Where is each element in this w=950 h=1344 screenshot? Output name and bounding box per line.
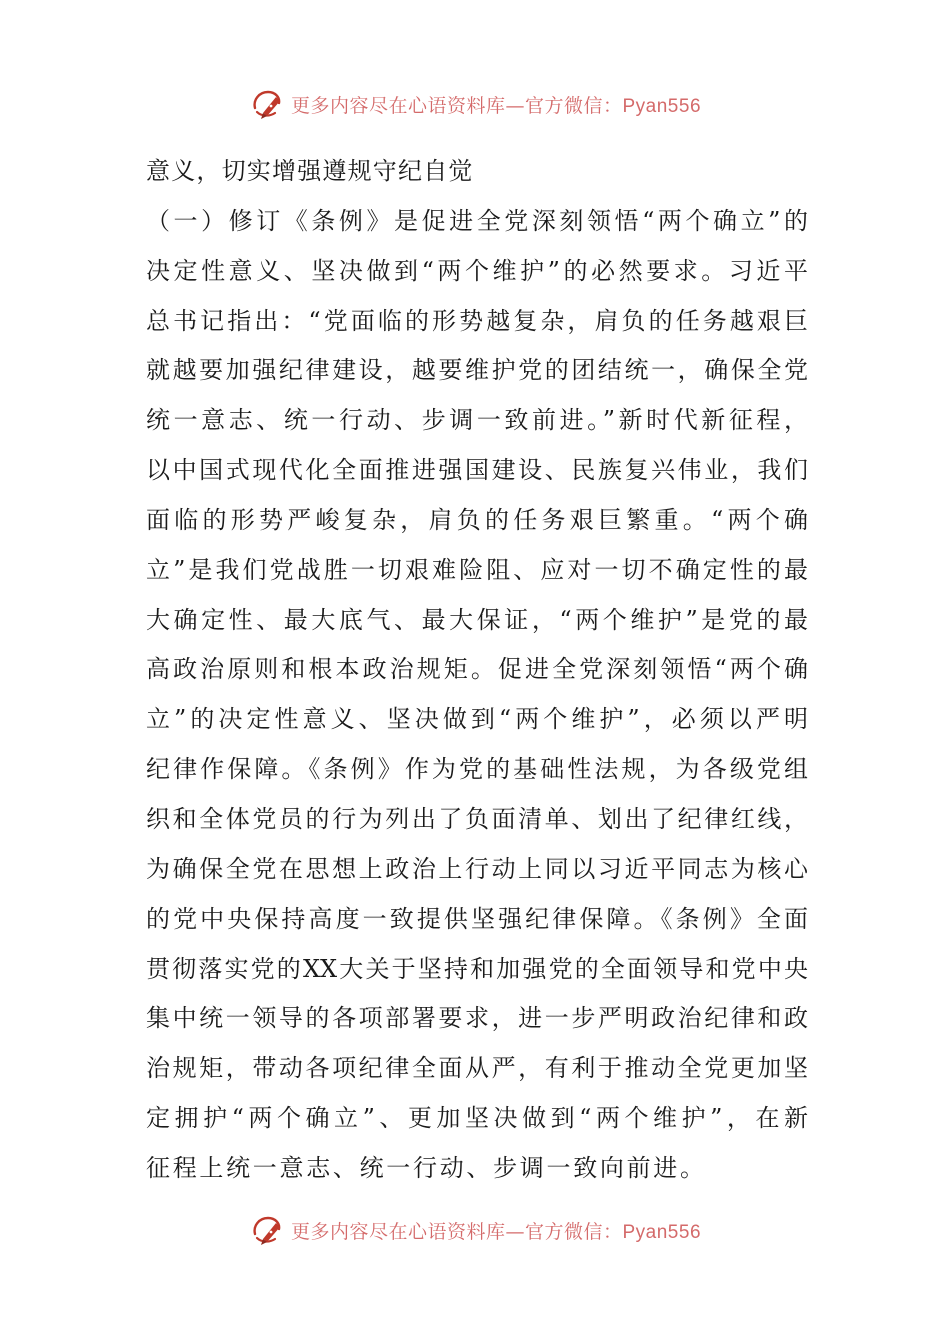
header-banner bbox=[0, 82, 950, 126]
banner-main-text: 更多内容尽在心语资料库 bbox=[290, 94, 506, 117]
paragraph-line: 为确保全党在思想上政治上行动上同以习近平同志为核心 bbox=[146, 854, 808, 883]
banner-wechat-label: 官方微信： bbox=[524, 94, 623, 117]
banner-text bbox=[291, 91, 701, 118]
pen-nib-logo-icon bbox=[249, 1212, 285, 1248]
banner-wechat-id: Pyan556 bbox=[622, 1221, 702, 1243]
paragraph-line: 纪律作保障。《条例》作为党的基础性法规，为各级党组 bbox=[146, 755, 808, 784]
paragraph-line: 总书记指出：“党面临的形势越复杂，肩负的任务越艰巨 bbox=[146, 306, 808, 335]
paragraph-line: 统一意志、统一行动、步调一致前进。”新时代新征程， bbox=[146, 406, 808, 435]
paragraph-line: 就越要加强纪律建设，越要维护党的团结统一，确保全党 bbox=[146, 356, 808, 385]
paragraph-line: （一）修订《条例》是促进全党深刻领悟“两个确立”的 bbox=[146, 206, 808, 235]
paragraph-line: 以中国式现代化全面推进强国建设、民族复兴伟业，我们 bbox=[146, 456, 808, 485]
banner-dash: — bbox=[505, 94, 525, 117]
banner-dash: — bbox=[505, 1220, 525, 1243]
paragraph-line: 治规矩，带动各项纪律全面从严，有利于推动全党更加坚 bbox=[146, 1054, 808, 1083]
paragraph-line: 定拥护“两个确立”、更加坚决做到“两个维护”，在新 bbox=[146, 1104, 808, 1133]
paragraph-line: 决定性意义、坚决做到“两个维护”的必然要求。习近平 bbox=[146, 256, 808, 285]
paragraph-line: 面临的形势严峻复杂，肩负的任务艰巨繁重。“两个确 bbox=[146, 505, 808, 534]
banner-wechat-id: Pyan556 bbox=[622, 95, 702, 117]
section-heading: 意义，切实增强遵规守纪自觉 bbox=[146, 157, 474, 185]
paragraph-line: 大确定性、最大底气、最大保证，“两个维护”是党的最 bbox=[146, 605, 808, 634]
paragraph-line: 征程上统一意志、统一行动、步调一致向前进。 bbox=[146, 1153, 707, 1182]
document-body bbox=[146, 147, 808, 1194]
paragraph-line: 集中统一领导的各项部署要求，进一步严明政治纪律和政 bbox=[146, 1004, 808, 1033]
footer-banner bbox=[0, 1208, 950, 1252]
pen-nib-logo-icon bbox=[249, 86, 285, 122]
paragraph-line: 织和全体党员的行为列出了负面清单、划出了纪律红线， bbox=[146, 804, 808, 833]
banner-main-text: 更多内容尽在心语资料库 bbox=[290, 1220, 506, 1243]
paragraph-line: 立”的决定性意义、坚决做到“两个维护”，必须以严明 bbox=[146, 705, 808, 734]
paragraph-line: 高政治原则和根本政治规矩。促进全党深刻领悟“两个确 bbox=[146, 655, 808, 684]
banner-text bbox=[291, 1217, 701, 1244]
paragraph-line: 的党中央保持高度一致提供坚强纪律保障。《条例》全面 bbox=[146, 904, 808, 933]
paragraph-line: 立”是我们党战胜一切艰难险阻、应对一切不确定性的最 bbox=[146, 555, 808, 584]
paragraph-line: 贯彻落实党的XX大关于坚持和加强党的全面领导和党中央 bbox=[146, 954, 808, 983]
banner-wechat-label: 官方微信： bbox=[524, 1220, 623, 1243]
